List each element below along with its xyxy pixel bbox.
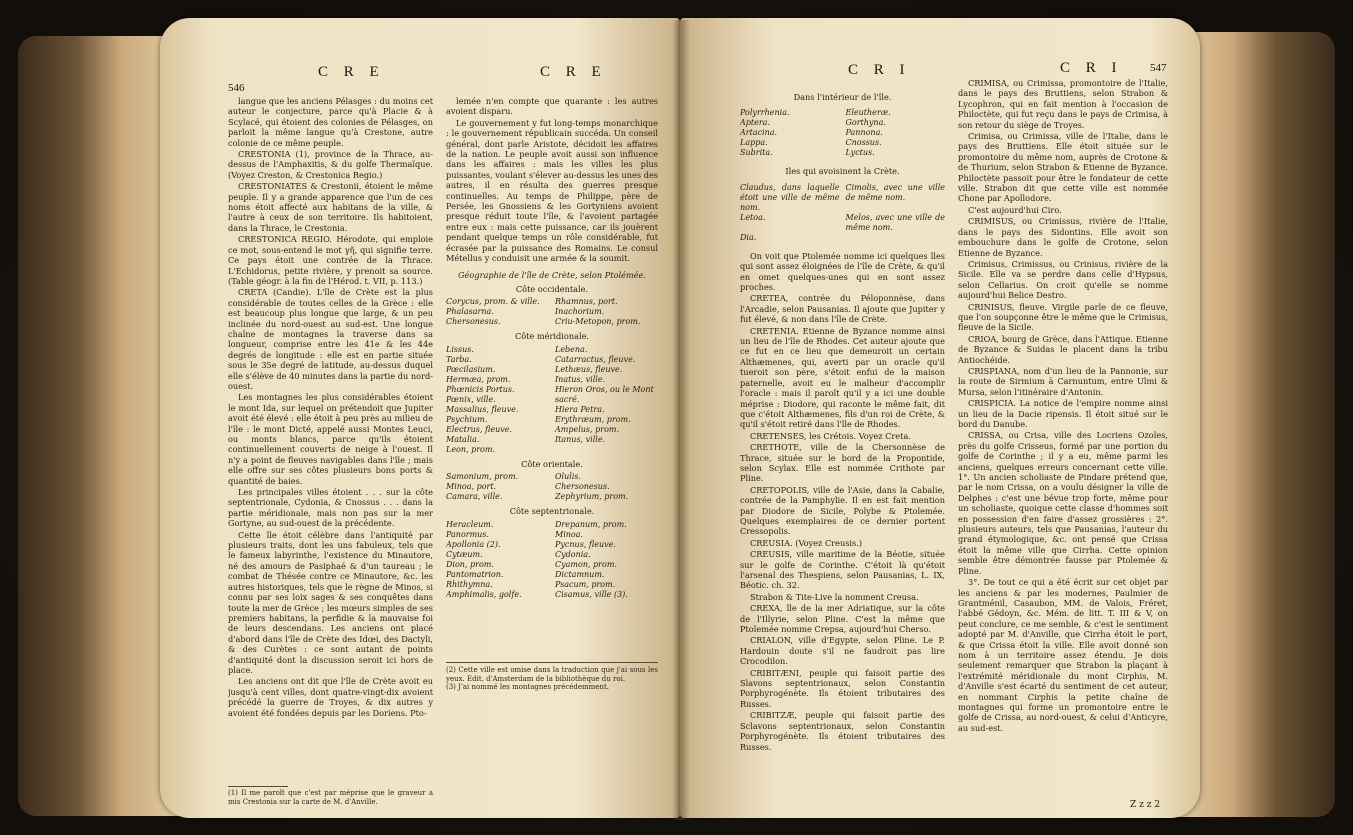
footnote-3: (3) J'ai nommé les montagnes précédemment. bbox=[446, 683, 609, 692]
article-paragraph: langue que les anciens Pélasges : du moins cet auteur le conjecture, parce qu'à Placie & à Scylacé, qui étoient des colonies de Pélasges, on parloit la même langue qu'à Crestone, autre colonie de ce même peuple. bbox=[228, 96, 433, 148]
article-paragraph: CREUSIA. (Voyez Creusis.) bbox=[750, 537, 863, 548]
place-name: Olulis. bbox=[555, 472, 582, 482]
right-page-column-1 bbox=[740, 92, 945, 792]
place-name: Matalia. bbox=[446, 434, 480, 444]
article-paragraph: CRIMISUS, ou Crimissus, rivière de l'Italie, dans le pays des Sidontins. Elle avoit son embouchure dans le golfe de Crotone, selon Etienne de Byzance. bbox=[958, 216, 1168, 258]
article-paragraph: Les principales villes étoient . . . sur la côte septentrionale, Cydonia, & Cnossus . . . dans la partie méridionale, mais non pas sur la mer Gortyne, au sud-ouest de la précédente. bbox=[228, 487, 433, 529]
interior-title: Dans l'intérieur de l'île. bbox=[793, 92, 892, 102]
article-paragraph: Crimisus, Crimissus, ou Crinisus, rivière de la Sicile. Elle va se perdre dans celle d'Hypsus, selon Cellarius. On croit qu'elle se nomme aujourd'hui Belice Destro. bbox=[958, 258, 1168, 301]
article-paragraph: CRIALON, ville d'Egypte, selon Pline. Le P. Hardouin doute s'il ne faudroit pas lire Crocodilon. bbox=[740, 635, 945, 667]
interior-place-table bbox=[740, 108, 945, 158]
article-paragraph: Les montagnes les plus considérables étoient le mont Ida, sur lequel on prétendoit que Jupiter avoit été élevé : elle étoit à peu près au milieu de l'île : le mont Dicté, appelé aussi Montes Leuci, ou monts blancs, parce qu'ils étoient continuellement couverts de neige à l'ouest. Il n'y a point de fleuves navigables dans l'île ; mais elle offre sur ses côtes plusieurs bons ports & quantité de baies. bbox=[228, 392, 433, 486]
coast-place-table bbox=[446, 345, 658, 455]
signature-mark: Z z z 2 bbox=[1130, 800, 1161, 810]
place-name: Psacum, prom. bbox=[555, 579, 616, 589]
place-name: Inatus, ville. bbox=[555, 374, 606, 384]
article-paragraph: CRESTONIATES & Crestonii, étoient le même peuple. Il y a grande apparence que l'un de ces noms étoit affecté aux habitans de la ville, & l'autre à ceux de son territoire. Ils habitoient, dans la Thrace, le Crestonia. bbox=[228, 181, 433, 233]
left-running-head-2: C R E bbox=[540, 64, 607, 80]
place-name bbox=[846, 233, 946, 243]
place-name: Lissus. bbox=[446, 344, 474, 354]
book-gutter bbox=[672, 20, 690, 820]
place-name: Pannona. bbox=[845, 128, 883, 138]
place-name: Cydonia. bbox=[555, 549, 591, 559]
article-paragraph: Crimisa, ou Crimissa, ville de l'Italie, dans le pays des Bruttiens. Elle étoit située sur le promontoire du même nom, auprès de Crotone & de Thurium, selon Strabon & Etienne de Byzance. Philoctète passoit pour être le fondateur de cette ville. Strabon dit que cette ville est nommée Chone par Apollodore. bbox=[958, 131, 1168, 204]
left-page-column-2 bbox=[446, 96, 658, 656]
footnote-1: (1) Il me paroît que c'est par méprise que le graveur a mis Crestonia sur la carte de M. d'Anville. bbox=[228, 789, 433, 806]
article-paragraph: CRIBITZÆ, peuple qui faisoit partie des Sclavons septentrionaux, selon Constantin Porphyrogénète. Ils étoient tributaires des Russes. bbox=[740, 710, 945, 752]
place-name: Phœnicis Portus. bbox=[446, 384, 515, 394]
place-name: Pœnix, ville. bbox=[446, 394, 496, 404]
right-page-number: 547 bbox=[1150, 62, 1167, 74]
coast-section-title: Côte septentrionale. bbox=[509, 506, 595, 517]
article-paragraph: Le gouvernement y fut long-temps monarchique : le gouvernement républicain succéda. Un conseil général, dont parle Aristote, décidoit les affaires de la nation. Le peuple avoit aussi son influence dans les affaires : mais les villes les plus puissantes, voulant s'élever au-dessus les unes des autres, il en résulta des guerres presque continuelles. Au temps de Philippe, père de Persée, les Gnossiens & les Gortyniens avoient presque réduit toute l'île, & l'avoient partagée entre eux : mais cette puissance, car ils jouèrent pendant quelque temps un rôle considérable, fut écrasée par la puissance des Romains. Le consul Métellus y conduisit une armée & la soumit. bbox=[446, 117, 658, 264]
article-paragraph: CRISPIANA, nom d'un lieu de la Pannonie, sur la route de Sirmium à Carnuntum, entre Ulmi & Mursa, selon l'itinéraire d'Antonin. bbox=[958, 365, 1168, 397]
place-name: Claudus, dans laquelle étoit une ville de même nom. bbox=[740, 182, 840, 212]
place-name: Melos, avec une ville de même nom. bbox=[845, 212, 945, 232]
place-name: Minoa, port. bbox=[446, 482, 497, 492]
footnote-rule-left bbox=[228, 786, 288, 787]
left-page-column-1 bbox=[228, 96, 433, 786]
place-name: Amphimalis, golfe. bbox=[446, 589, 522, 599]
place-name: Camara, ville. bbox=[446, 492, 503, 502]
coast-section-title: Côte orientale. bbox=[521, 458, 583, 469]
place-name: Rhamnus, port. bbox=[555, 297, 618, 307]
left-running-head-1: C R E bbox=[318, 64, 385, 80]
right-running-head-1: C R I bbox=[848, 62, 911, 78]
place-name: Lyctus. bbox=[845, 148, 875, 158]
article-paragraph: CRETHOTE, ville de la Chersonnèse de Thrace, située sur le bord de la Propontide, selon Scylax. Elle est nommée Crithote par Pline. bbox=[740, 442, 945, 484]
place-name: Phalasarna. bbox=[446, 307, 494, 317]
place-name: Lappa. bbox=[740, 138, 768, 148]
footnote-rule-right bbox=[446, 662, 658, 663]
geography-title: Géographie de l'île de Crète, selon Ptolémée. bbox=[458, 269, 646, 280]
place-name: Eleutheræ. bbox=[845, 108, 891, 118]
place-name: sacré. bbox=[555, 394, 580, 404]
article-paragraph: CRIMISA, ou Crimissa, promontoire de l'Italie, dans le pays des Bruttiens, selon Strabon & Lycophron, qui en fait mention à l'occasion de Philoctète, qui fut reçu dans le pays de Crimisa, à son retour du siège de Troyes. bbox=[958, 78, 1168, 130]
article-paragraph: CRETOPOLIS, ville de l'Asie, dans la Cabalie, contrée de la Pamphylie. Il en est fait mention par Diodore de Sicile, Polybe & Ptolemée. Quelques exemplaires de ce dernier portent Cressopolis. bbox=[740, 484, 945, 537]
place-name: Cytæum. bbox=[446, 549, 483, 559]
place-name bbox=[555, 445, 658, 455]
article-paragraph: CRETENIA. Etienne de Byzance nomme ainsi un lieu de l'île de Rhodes. Cet auteur ajoute que ce fut en ce lieu que demeuroit un certain Althæmenes, qui, averti par un oracle qu'il tueroit son père, s'étoit enfui de la maison paternelle, avoit eu le malheur d'accomplir l'oracle : mais il paroît qu'il y a ici une double méprise : Diodore, qui raconte le même fait, dit que c'étoit Althæmenes, fils d'un roi de Crète, & qu'il s'étoit retiré dans l'île de Rhodes. bbox=[740, 325, 945, 430]
place-name: Leon, prom. bbox=[446, 444, 495, 454]
place-name: Chersonesus. bbox=[555, 482, 610, 492]
place-name: Catarractus, fleuve. bbox=[555, 354, 636, 364]
article-paragraph: CRETA (Candie). L'île de Crète est la plus considérable de toutes celles de la Grèce : elle est beaucoup plus longue que large, & un peu inclinée du nord-ouest au sud-est. Une longue chaîne de montagnes la traverse dans sa longueur, comprise entre les 41e & les 44e degrés de longitude : elle est en partie située sous le 35e degré de latitude, au-dessus duquel elle s'élève de 40 minutes dans la partie du nord-ouest. bbox=[228, 287, 433, 391]
article-paragraph: On voit que Ptolemée nomme ici quelques îles qui sont assez éloignées de l'île de Crète, & qu'il en omet quelques-unes qui en sont assez proches. bbox=[740, 250, 945, 293]
article-paragraph: 3°. De tout ce qui a été écrit sur cet objet par les anciens & par les modernes, Paulmier de Grantménil, Casaubon, MM. de Valois, Fréret, l'abbé Gédoyn, &c. Mém. de litt. T. III & V, on peut conclure, ce me semble, & c'est le sentiment adopté par M. d'Anville, que Cirrha étoit le port, & que Crissa étoit la ville. Elle avoit donné son nom à un territoire assez étendu. Je dois seulement remarquer que Strabon la plaçant à l'extrémité méridionale du mont Cirphis, M. d'Anville s'est écarté du sentiment de cet auteur, en nommant Cirphis la petite chaîne de montagnes qui forme un promontoire entre le golfe de Crissa, au nord-ouest, & celui d'Anticyre, au sud-est. bbox=[958, 577, 1168, 733]
place-name: Itanus, ville. bbox=[555, 434, 606, 444]
article-paragraph: CRISPICIA. La notice de l'empire nomme ainsi un lieu de la Dacie ripensis. Il étoit situé sur le bord du Danube. bbox=[958, 398, 1168, 429]
article-paragraph: CRETEA, contrée du Péloponnèse, dans l'Arcadie, selon Pausanias. Il ajoute que Jupiter y fut élevé, & non dans l'île de Crète. bbox=[740, 293, 945, 325]
left-page-number: 546 bbox=[228, 82, 245, 94]
place-name: Artacina. bbox=[740, 128, 778, 138]
place-name: Psychium. bbox=[446, 414, 488, 424]
coast-place-table bbox=[446, 297, 658, 327]
islands-title: Iles qui avoisinent la Crète. bbox=[785, 166, 900, 177]
coast-section-title: Côte occidentale. bbox=[515, 283, 589, 294]
article-paragraph: Strabon & Tite-Live la nomment Creusa. bbox=[750, 591, 919, 602]
article-paragraph: CRIOA, bourg de Grèce, dans l'Attique. Etienne de Byzance & Suidas le placent dans la tribu Antiochéide. bbox=[958, 333, 1168, 365]
right-running-head-2: C R I bbox=[1060, 60, 1123, 76]
place-name: Criu-Metopon, prom. bbox=[555, 317, 641, 327]
place-name: Electrus, fleuve. bbox=[446, 424, 513, 434]
coast-place-table bbox=[446, 520, 658, 600]
footnote-2: (2) Cette ville est omise dans la traduction que j'ai sous les yeux. Edit. d'Amsterdam de la bibliothèque du roi. bbox=[446, 666, 658, 683]
place-name: Ampelus, prom. bbox=[555, 424, 620, 434]
article-paragraph: CREUSIS, ville maritime de la Béotie, située sur le golfe de Corinthe. C'étoit là qu'étoit l'arsenal des Thespiens, selon Pausanias, L. IX, Béotic. ch. 32. bbox=[740, 549, 945, 591]
place-name: Hieron Oros, ou le Mont bbox=[555, 384, 654, 394]
place-name: Chersonesus. bbox=[446, 317, 501, 327]
place-name: Dia. bbox=[740, 232, 757, 242]
place-name: Inachorium. bbox=[555, 307, 605, 317]
place-name: Gorthyna. bbox=[845, 118, 886, 128]
place-name: Cimolis, avec une ville de même nom. bbox=[845, 182, 945, 202]
place-name: Minoa. bbox=[555, 529, 584, 539]
article-paragraph: CRETENSES, les Crétois. Voyez Creta. bbox=[750, 430, 911, 441]
footnotes-2-3 bbox=[446, 666, 658, 726]
place-name: Pœcilasium. bbox=[446, 364, 496, 374]
article-paragraph: CRESTONICA REGIO. Hérodote, qui emploie ce mot, sous-entend le mot γῆ, qui signifie terre. Ce pays étoit une contrée de la Thrace. L'Echidorus, petite rivière, y prenoit sa source. (Table géogr. à la fin de l'Hérod. t. VII, p. 113.) bbox=[228, 234, 433, 286]
place-name: Corycus, prom. & ville. bbox=[446, 297, 540, 307]
place-name: Lethæus, fleuve. bbox=[555, 364, 623, 374]
place-name: Rhithymna. bbox=[446, 579, 493, 589]
article-paragraph: CREXA, île de la mer Adriatique, sur la côte de l'Illyrie, selon Pline. C'est la même que Ptolemée nomme Crepsa, aujourd'hui Cherso. bbox=[740, 603, 945, 635]
article-paragraph: Les anciens ont dit que l'île de Crète avoit eu jusqu'à cent villes, dont quatre-vingt-dix avoient précédé la guerre de Troyes, & dix autres y avoient été fondées depuis par les Doriens. Pto- bbox=[228, 676, 433, 718]
place-name: Polyrrhenia. bbox=[740, 108, 790, 118]
coast-section-title: Côte méridionale. bbox=[514, 331, 590, 342]
article-paragraph: lemée n'en compte que quarante : les autres avoient disparu. bbox=[446, 96, 658, 117]
place-name: Apollonia (2). bbox=[446, 539, 501, 549]
place-name: Panormus. bbox=[446, 529, 489, 539]
article-paragraph: CRESTONIA (1), province de la Thrace, au-dessus de l'Amphaxitis, & du golfe Thermaïque. (Voyez Creston, & Crestonica Regio.) bbox=[228, 149, 433, 180]
place-name: Pycnus, fleuve. bbox=[555, 539, 616, 549]
place-name: Subrita. bbox=[740, 148, 773, 158]
article-paragraph: CRIBITÆNI, peuple qui faisoit partie des Slavons septentrionaux, selon Constantin Porphyrogénète. Ils étoient tributaires des Russes. bbox=[740, 667, 945, 709]
place-name: Tarba. bbox=[446, 354, 472, 364]
islands-table bbox=[740, 183, 945, 243]
place-name: Heracleum. bbox=[446, 519, 494, 529]
article-paragraph: CRISSA, ou Crisa, ville des Locriens Ozoles, près du golfe Crisseus, formé par une portion du golfe de Corinthe ; il y a eu, même parmi les anciens, quelques erreurs concernant cette ville. 1°. Un ancien scholiaste de Pindare prétend que, par le nom Crissa, on a voulu désigner la ville de Delphes : c'est une bévue trop forte, même pour un scholiaste, quoique cette classe d'hommes soit en possession d'en faire d'assez grossières : 2°. plusieurs auteurs, tels que Pausanias, l'auteur du grand étymologique, &c. ont pensé que Crissa étoit la même ville que Cirrha. Cette opinion semble être démontrée fausse par Ptolemée & Pline. bbox=[958, 430, 1168, 576]
place-name: Letoa. bbox=[740, 212, 766, 222]
article-paragraph: C'est aujourd'hui Ciro. bbox=[968, 204, 1062, 215]
place-name: Zephyrium, prom. bbox=[555, 492, 629, 502]
coast-place-table bbox=[446, 472, 658, 502]
article-paragraph: Cette île étoit célèbre dans l'antiquité par plusieurs traits, dont les uns fabuleux, tels que le fameux labyrinthe, l'existence du Minautore, né des amours de Pasiphaé & d'un taureau ; le combat de Thésée contre ce Minautore, &c. les autres historiques, tels que le règne de Minos, si connu par ses loix sages & ses conquêtes dans toute la mer de Grèce ; les mœurs simples de ses premiers habitans, la perfidie & la mauvaise foi de leurs descendans. Les anciens ont placé d'abord dans l'île de Crète des Idœi, des Dactyli, & des Curètes : ce sont autant de points d'antiquité dont la discussion seroit ici hors de place. bbox=[228, 529, 433, 675]
place-name: Cyamon, prom. bbox=[555, 559, 617, 569]
place-name: Hermæa, prom. bbox=[446, 374, 511, 384]
place-name: Cisamus, ville (3). bbox=[555, 589, 628, 599]
right-page-column-2 bbox=[958, 78, 1168, 798]
place-name: Cnossus. bbox=[845, 138, 882, 148]
article-paragraph: CRINISUS, fleuve. Virgile parle de ce fleuve, que l'on soupçonne être le même que le Crimisus, fleuve de la Sicile. bbox=[958, 301, 1168, 333]
place-name: Drepanum, prom. bbox=[555, 519, 627, 529]
place-name: Dictamnum. bbox=[555, 569, 605, 579]
place-name: Samonium, prom. bbox=[446, 472, 519, 482]
place-name: Aptera. bbox=[740, 118, 770, 128]
place-name: Dion, prom. bbox=[446, 559, 494, 569]
place-name: Massalius, fleuve. bbox=[446, 404, 519, 414]
place-name: Erythræum, prom. bbox=[555, 414, 631, 424]
place-name: Lebena. bbox=[555, 344, 588, 354]
place-name: Pantomatrion. bbox=[446, 569, 504, 579]
place-name: Hiera Petra. bbox=[555, 404, 605, 414]
